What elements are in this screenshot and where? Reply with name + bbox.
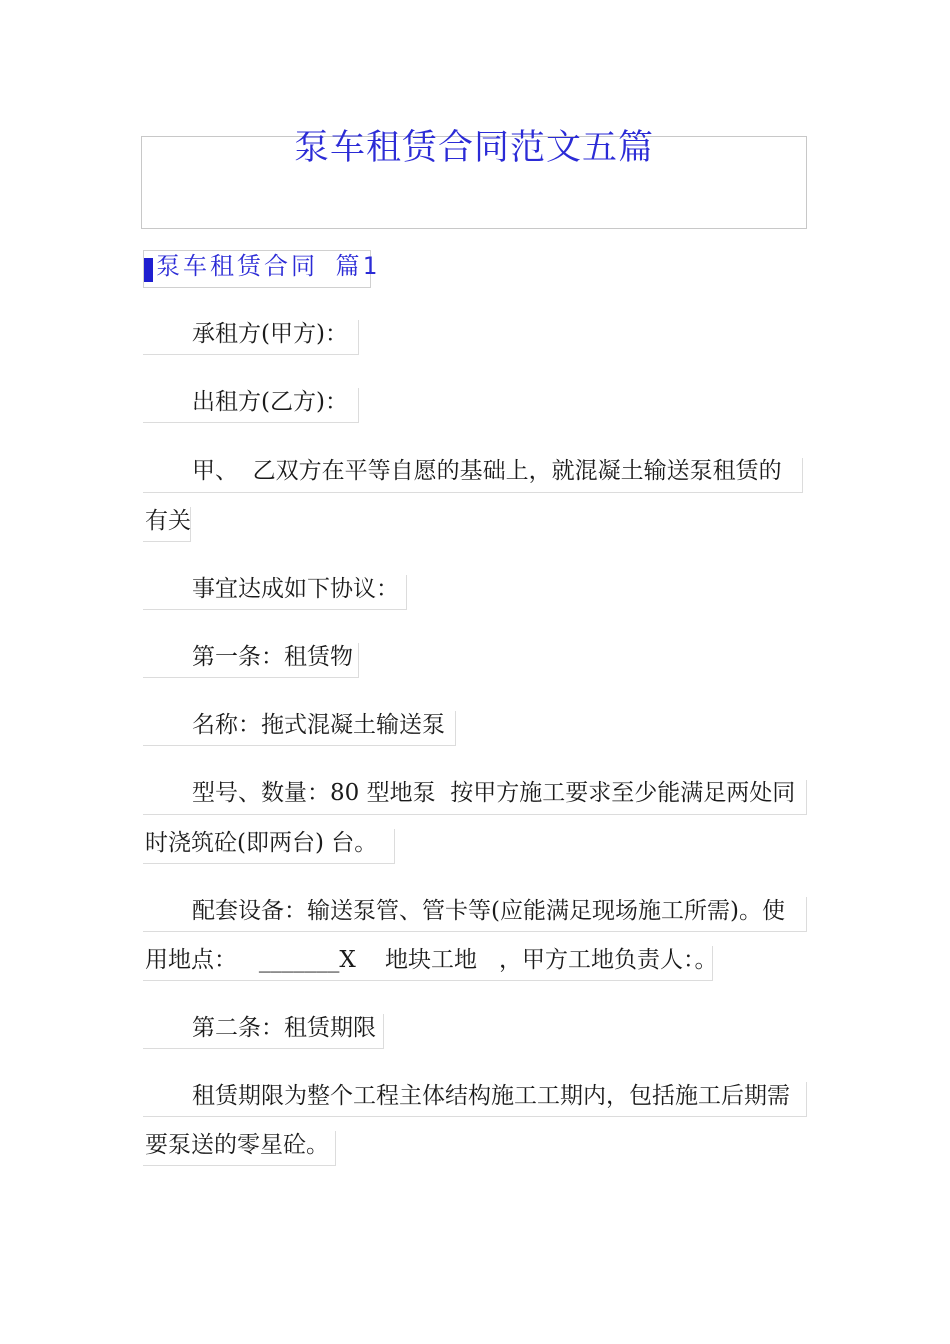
- paragraph-line: 有关: [145, 508, 191, 534]
- paragraph-line: 要泵送的零星砼。: [145, 1132, 329, 1158]
- paragraph-line: 事宜达成如下协议：: [192, 576, 399, 602]
- section-marker-bar: [144, 258, 153, 282]
- paragraph-line: 用地点： _______X 地块工地 ，甲方工地负责人：。: [145, 947, 718, 973]
- paragraph-line: 型号、数量：80 型地泵 按甲方施工要求至少能满足两处同: [192, 780, 796, 806]
- article-heading: 第一条：租赁物: [192, 644, 353, 670]
- article-heading: 第二条：租赁期限: [192, 1015, 376, 1041]
- paragraph-line: 租赁期限为整个工程主体结构施工工期内，包括施工后期需: [192, 1083, 790, 1109]
- paragraph-line: 甲、 乙双方在平等自愿的基础上，就混凝土输送泵租赁的: [192, 458, 782, 484]
- document-title: 泵车租赁合同范文五篇: [293, 128, 654, 168]
- section-heading: 泵车租赁合同 篇1: [156, 252, 380, 280]
- paragraph-line: 时浇筑砼(即两台) 台。: [145, 830, 378, 856]
- paragraph-line: 名称：拖式混凝土输送泵: [192, 712, 445, 738]
- paragraph-line: 配套设备：输送泵管、管卡等(应能满足现场施工所需)。使: [192, 898, 785, 924]
- lessee-line: 承租方(甲方)：: [192, 321, 348, 347]
- lessor-line: 出租方(乙方)：: [192, 389, 348, 415]
